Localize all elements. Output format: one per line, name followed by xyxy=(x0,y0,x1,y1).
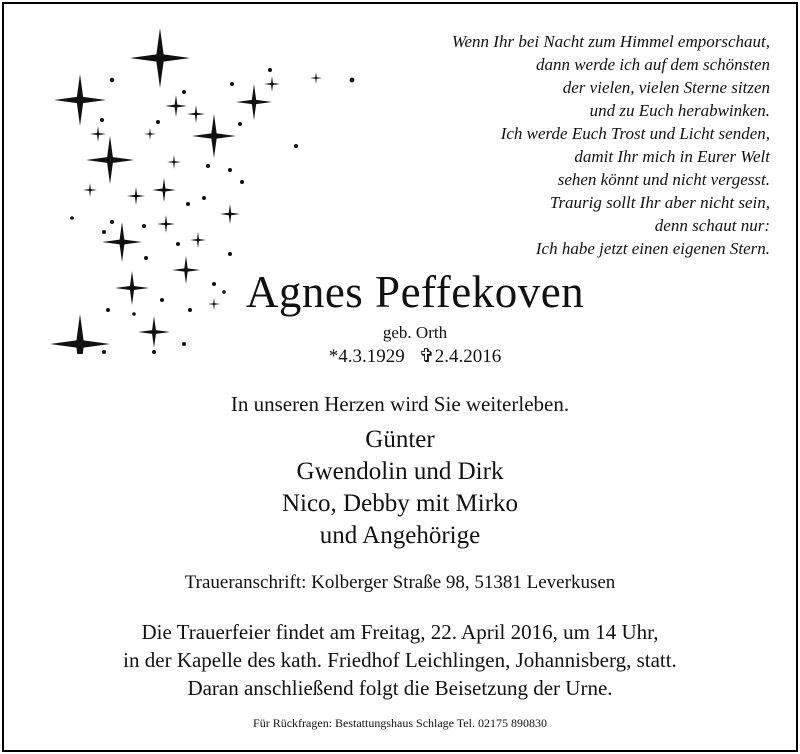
service-info xyxy=(4,618,796,702)
poem-line: und zu Euch herabwinken. xyxy=(589,101,770,120)
mourner: und Angehörige xyxy=(319,522,481,549)
poem-line: Traurig sollt Ihr aber nicht sein, xyxy=(549,193,770,212)
poem-line: dann werde ich auf dem schönsten xyxy=(535,55,770,74)
mourner: Gwendolin und Dirk xyxy=(296,458,504,485)
cross-icon: ✞ xyxy=(418,346,435,367)
poem xyxy=(350,30,770,260)
death-date: 2.4.2016 xyxy=(434,346,502,367)
birth-name: geb. Orth xyxy=(382,323,448,342)
poem-line: der vielen, vielen Sterne sitzen xyxy=(562,78,770,97)
service-line: Die Trauerfeier findet am Freitag, 22. April 2016, um 14 Uhr, xyxy=(141,620,659,644)
birth-date: *4.3.1929 xyxy=(328,346,405,367)
poem-line: denn schaut nur: xyxy=(654,216,770,235)
deceased-name: Agnes Peffekoven xyxy=(245,267,585,317)
mourners-list xyxy=(4,424,796,552)
poem-line: Wenn Ihr bei Nacht zum Himmel emporschaut, xyxy=(451,32,770,51)
motto: In unseren Herzen wird Sie weiterleben. xyxy=(230,392,570,416)
mourning-address: Traueranschrift: Kolberger Straße 98, 51381 Leverkusen xyxy=(184,572,616,593)
obituary-card xyxy=(2,2,798,752)
service-line: in der Kapelle des kath. Friedhof Leichlingen, Johannisberg, statt. xyxy=(123,648,677,672)
poem-line: damit Ihr mich in Eurer Welt xyxy=(574,147,770,166)
life-dates xyxy=(4,345,796,368)
poem-line: Ich habe jetzt einen eigenen Stern. xyxy=(535,239,770,258)
contact-line: Für Rückfragen: Bestattungshaus Schlage Tel. 02175 890830 xyxy=(253,716,547,730)
mourner: Nico, Debby mit Mirko xyxy=(281,490,519,517)
poem-line: Ich werde Euch Trost und Licht senden, xyxy=(500,124,770,143)
mourner: Günter xyxy=(365,426,435,453)
service-line: Daran anschließend folgt die Beisetzung der Urne. xyxy=(187,676,613,700)
poem-line: sehen könnt und nicht vergesst. xyxy=(557,170,770,189)
